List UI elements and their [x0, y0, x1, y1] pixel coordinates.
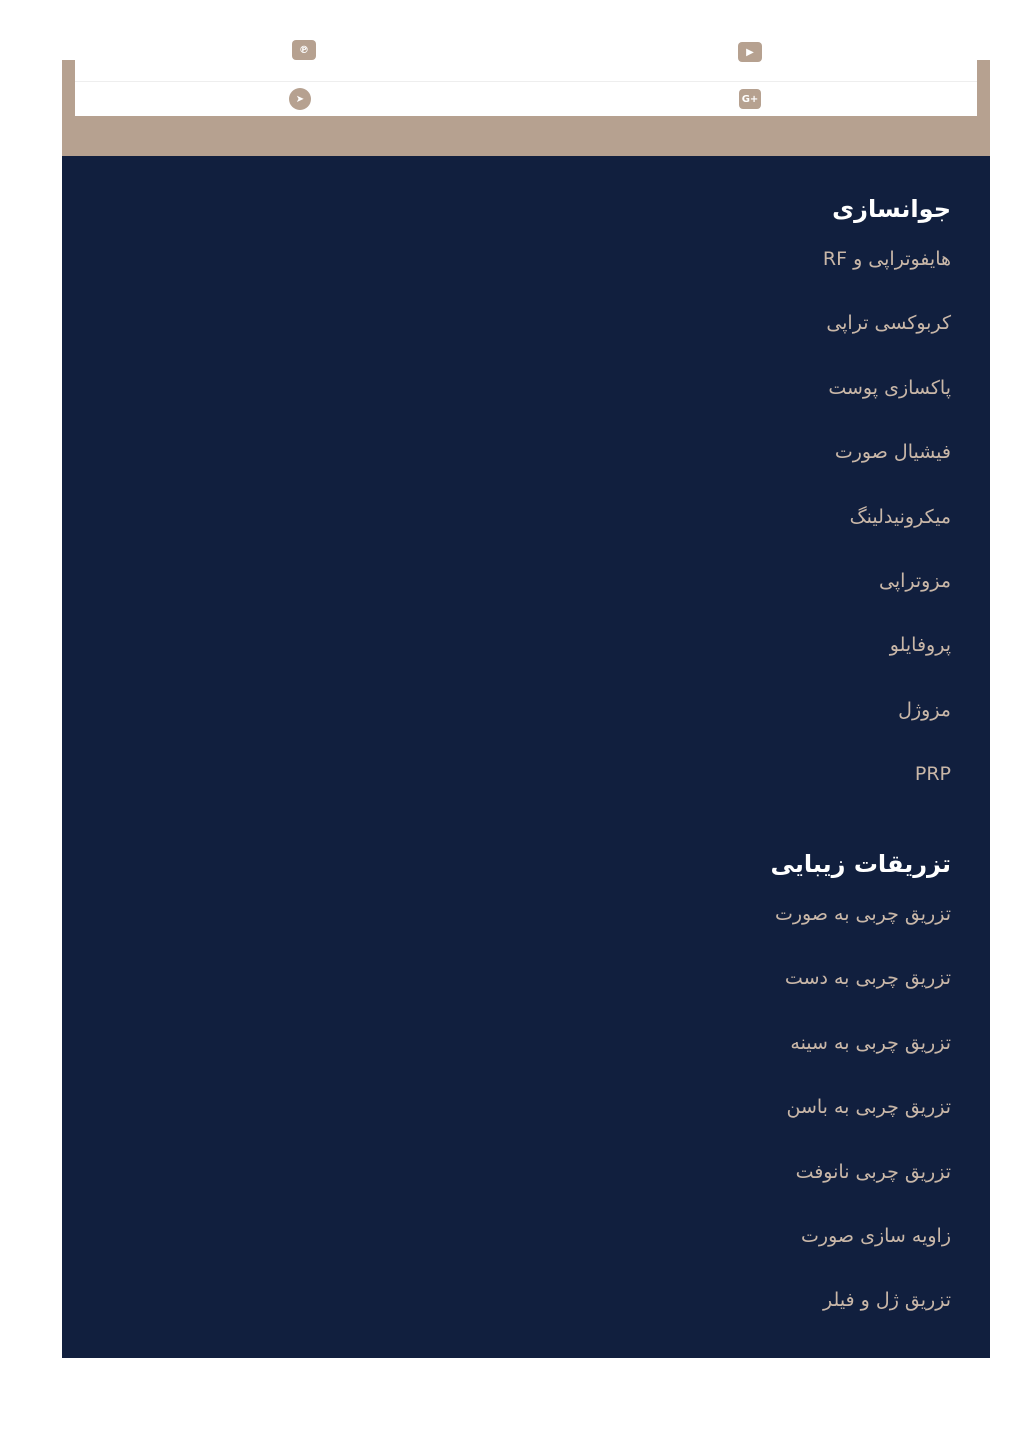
footer: [62, 156, 990, 1358]
footer-link-item: [823, 440, 951, 504]
footer-link[interactable]: کربوکسی تراپی: [826, 312, 951, 335]
footer-link[interactable]: مزوژل: [898, 698, 951, 721]
footer-link[interactable]: تزریق چربی نانوفت: [795, 1160, 951, 1183]
footer-link-item: [823, 247, 951, 311]
footer-link-item: [771, 1224, 951, 1288]
google-plus-icon[interactable]: G+: [739, 89, 761, 109]
telegram-icon[interactable]: ➤: [289, 88, 311, 110]
footer-link-item: [823, 762, 951, 826]
footer-link[interactable]: زاویه سازی صورت: [801, 1224, 951, 1247]
footer-column-title: جوانسازی: [832, 195, 951, 223]
footer-link[interactable]: تزریق ژل و فیلر: [823, 1289, 951, 1312]
footer-link-item: [771, 966, 951, 1030]
footer-column-rejuvenation: [823, 193, 951, 827]
footer-link[interactable]: فیشیال صورت: [834, 441, 951, 464]
social-row: [75, 82, 977, 117]
youtube-icon[interactable]: ▶: [738, 42, 762, 62]
footer-link-item: [771, 1288, 951, 1352]
footer-link[interactable]: پاکسازی پوست: [828, 376, 951, 399]
footer-link[interactable]: تزریق چربی به صورت: [774, 903, 951, 925]
footer-link[interactable]: مزوتراپی: [878, 569, 951, 592]
footer-link[interactable]: تزریق چربی به سینه: [790, 1031, 951, 1054]
footer-link-item: [771, 1160, 951, 1224]
footer-link[interactable]: پروفایلو: [889, 634, 951, 657]
pinterest-icon[interactable]: ℗: [292, 40, 316, 60]
social-links-table: [75, 0, 977, 116]
footer-link-item: [823, 376, 951, 440]
footer-link-list: [823, 247, 951, 827]
footer-link-item: [771, 1031, 951, 1095]
footer-link[interactable]: هایفوتراپی و RF: [822, 248, 951, 270]
footer-link-list: [771, 902, 951, 1353]
footer-link-item: [823, 505, 951, 569]
footer-column-injections: [771, 848, 951, 1353]
footer-link[interactable]: تزریق چربی به دست: [784, 967, 951, 990]
footer-link-item: [771, 1095, 951, 1159]
footer-link[interactable]: PRP: [914, 763, 951, 786]
footer-link-item: [771, 902, 951, 966]
footer-link[interactable]: میکرونیدلینگ: [849, 505, 951, 528]
page-frame: [62, 0, 990, 1358]
footer-column-title: تزریقات زیبایی: [770, 850, 951, 878]
footer-link-item: [823, 633, 951, 697]
social-row: [75, 46, 977, 82]
footer-link[interactable]: تزریق چربی به باسن: [786, 1096, 951, 1119]
footer-link-item: [823, 569, 951, 633]
footer-link-item: [823, 698, 951, 762]
footer-link-item: [823, 311, 951, 375]
